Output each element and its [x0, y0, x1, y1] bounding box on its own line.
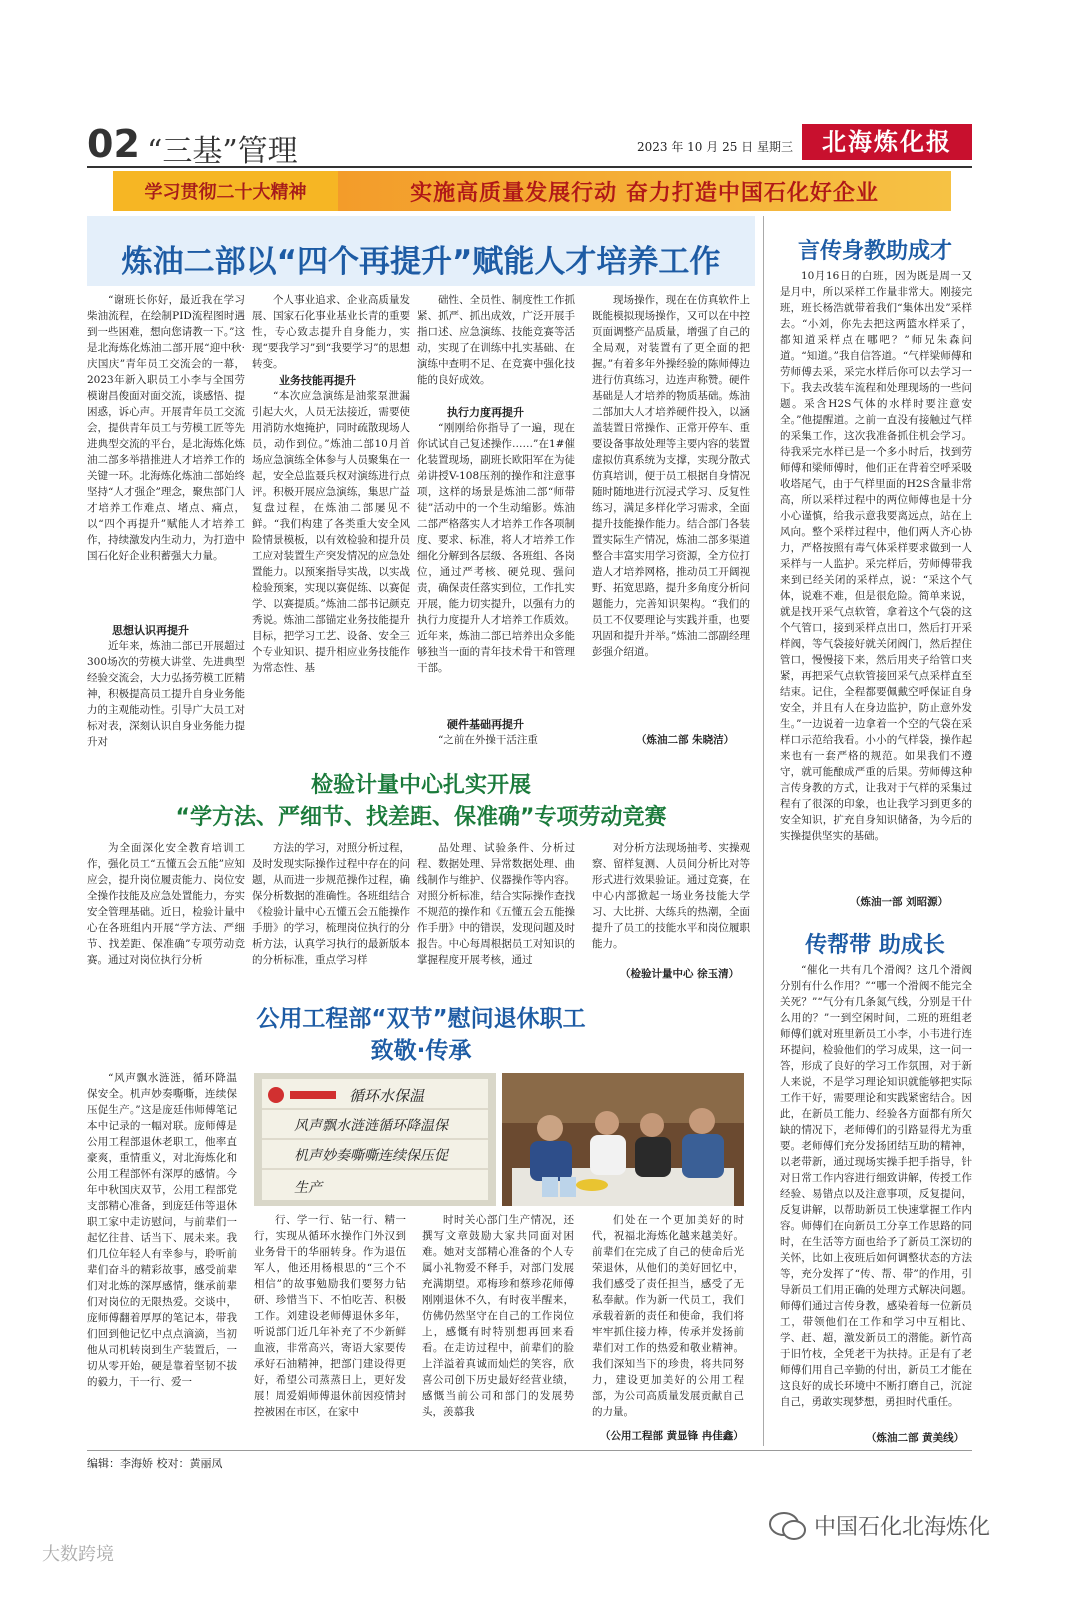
article3-title-line2: 致敬·传承: [370, 1038, 472, 1064]
sidebar2-title: 传帮带 助成长: [805, 933, 945, 958]
notebook-line-4: 生产: [294, 1180, 322, 1196]
lead-col4: [592, 292, 750, 730]
watermark-left: 大数跨境: [42, 1544, 114, 1565]
article2-title-line1: 检验计量中心扎实开展: [310, 773, 531, 798]
lead-col1b: [87, 638, 245, 748]
article3-col3: [422, 1212, 574, 1440]
lead-headline: 炼油二部以“四个再提升”赋能人才培养工作: [121, 244, 721, 280]
lead-subhead-1: 思想认识再提升: [112, 624, 189, 637]
lead-subhead-2: 业务技能再提升: [279, 374, 356, 387]
lead-col2b-text: “本次应急演练是油浆泵泄漏引起大火，人员无法接近，需要使用消防水炮掩护，同时疏散现场人员，动作到位。”炼油二部10月首场应急演练全体参与人员聚集在一起，安全总监聂兵权对演练进行点评。积极开展应急演练，集思广益复盘过程，在炼油二部屡见不鲜。“我们构建了各类重大安全风险情景模板，以有效检验和提升员工应对装置生产突发情况的应急处置能力。以预案指导实战，以实战检验预案，实现以赛促练、以赛促学、以赛提质。”炼油二部书记颜克秀说。炼油二部锚定业务技能提升目标，把学习工艺、设备、安全三个专业知识、提升相应业务技能作为常态性、基: [252, 390, 410, 674]
sidebar1-byline: （炼油一部 刘昭源）: [850, 896, 949, 908]
banner-right-slogan: 实施高质量发展行动 奋力打造中国石化好企业: [338, 171, 951, 211]
footer-rule: [87, 1450, 972, 1451]
article2-col2: [252, 840, 410, 984]
sidebar2-text: “催化一共有几个滑阀？这几个滑阀分别有什么作用？”“哪一个滑阀不能完全关死？”“气分有几条氮气线，分别是干什么用的？”一到空闲时间，二班的班组老师傅们就对班里新员工小李，小韦进行连环提问，检验他们的学习成果，这一问一答，形成了良好的学习工作氛围，对于新人来说，不是学习理论知识就能够把实际工作干好，需要理论和实践紧密结合。因此，在新员工能力、经验各方面都有所欠缺的情况下，老师傅们的引路显得尤为重要。老师傅们充分发扬团结互助的精神，以老带新，通过现场实操手把手指导，针对日常工作内容进行细致讲解，传授工作经验、易错点以及注意事项，反复提问，反复讲解，以帮助新员工快速掌握工作内容。师傅们在向新员工分享工作思路的同时，在生活等方面也给予了新员工深切的关怀，比如上夜班后如何调整状态的方法等，充分发挥了“传、帮、带”的作用，引导新员工们用正确的处理方式解决问题。师傅们通过言传身教，感染着每一位新员工，带领他们在工作和学习中互相比、学、赶、超，激发新员工的潜能。新竹高于旧竹枝，全凭老干为扶持。正是有了老师傅们用自己辛勤的付出，新员工才能在这良好的成长环境中不断打磨自己，沉淀自己，勇敢实现梦想，勇担时代重任。: [780, 964, 972, 1408]
lead-col3b: [417, 420, 575, 714]
lead-col1-text: “谢班长你好，最近我在学习柴油流程，在绘制PID流程图时遇到一些困难，想向您请教一下。”这是北海炼化炼油二部开展“迎中秋·庆国庆”青年员工交流会的一幕，2023年新入职员工小李与全国劳模谢昌俊面对面交流，谈感悟、提困惑，诉心声。开展青年员工交流会，提供青年员工与劳模工匠等先进典型交流的平台，是北海炼化炼油二部多举措推进人才培养工作的关键一环。北海炼化炼油二部始终坚持“人才强企”理念，聚焦部门人才培养工作难点、堵点、痛点，以“四个再提升”赋能人才培养工作，持续激发内生动力，为打造中国石化好企业积蓄强大力量。: [87, 294, 245, 562]
sidebar1-text: 10月16日的白班，因为既是周一又是月中，所以采样工作量非常大。刚接完班，班长杨浩就带着我们“集体出发”采样去。“小刘，你先去把这两篮水样采了，都知道采样点在哪吧？”师兄朱森问道。“知道。”我自信答道。“气样梁师傅和劳师傅去采，采完水样后你可以去学习一下。我去改装车流程和处理现场的一些问题。采含H2S气体的水样时要注意安全。”他提醒道。之前一直没有接触过气样的采集工作，这次我准备抓住机会学习。待我采完水样已是一个多小时后，找到劳师傅和梁师傅时，他们正在背着空呼采吸收塔尾气，由于气样里面的H2S含量非常高，所以采样过程中的两位师傅也是十分小心谨慎，给我示意我要离远点，站在上风向。整个采样过程中，他们两人齐心协力，严格按照有毒气体采样要求做到一人采样与一人监护。采完样后，劳师傅带我来到已经关闭的采样点，说：“采这个气体，说难不难，但是很危险。简单来说，就是找开采气点软管，拿着这个气袋的这个气管口，接到采样点出口，然后打开采样阀，等气袋接好就关闭阀门，然后捏住管口，慢慢接下来，然后用夹子给管口夹紧，再把采气点软管接回采气点采样直至结束。记住，全程都要佩戴空呼保证自身安全，并且有人在身边监护，防止意外发生。”一边说着一边拿着一个空的气袋在采样口示范给我看。小小的气样袋，操作起来也有一套严格的规范。如果我们不遵守，就可能酿成严重的后果。劳师傅这种言传身教的方式，让我对于气样的采集过程有了很深的印象，也让我学习到更多的安全知识，扩充自身知识储备，为今后的实操提供坚实的基础。: [780, 270, 972, 842]
article3-col2-text: 行、学一行、钻一行、精一行，实现从循环水操作门外汉到业务骨干的华丽转身。作为退伍军人，他还用杨根思的“三个不相信”的故事勉励我们要努力钻研、珍惜当下、不怕吃苦、积极工作。刘建设老师傅退休多年，听说部门近几年补充了不少新鲜血液，非常高兴，寄语大家要传承好石油精神，把部门建设得更好，希望公司蒸蒸日上，更好发展！周爱娟师傅退休前因疫情封控被困在市区，在家中: [254, 1214, 406, 1418]
article3-col4: [592, 1212, 744, 1424]
banner-left-slogan: 学习贯彻二十大精神: [113, 171, 338, 211]
article3-col1: [87, 1070, 237, 1440]
notebook-line-2: 风声飘水涟涟循环降温保: [294, 1118, 448, 1134]
article2-col3: [417, 840, 575, 984]
wechat-icon: [768, 1510, 808, 1542]
article2-col1-text: 为全面深化安全教育培训工作，强化员工“五懂五会五能”应知应会，提升岗位履责能力、岗位安全操作技能及应急处置能力，夯实安全管理基础。近日，检验计量中心在各班组内开展“学方法、严细节、找差距、保准确”专项劳动竞赛。通过对岗位执行分析: [87, 842, 245, 966]
notebook-line-1: 循环水保温: [349, 1087, 425, 1105]
editor-credits: 编辑：李海娇 校对：黄丽凤: [87, 1457, 223, 1470]
sidebar2-body: [780, 962, 972, 1428]
article2-byline: （检验计量中心 徐玉清）: [620, 968, 740, 980]
lead-col2b: [252, 388, 410, 748]
section-title: “三基”管理: [147, 134, 298, 169]
masthead: [87, 122, 972, 169]
lead-subhead-3: 执行力度再提升: [447, 406, 524, 419]
column-divider: [763, 216, 764, 1446]
sidebar2-byline: （炼油二部 黄美线）: [866, 1432, 965, 1444]
lead-col3b-text: “刚刚给你指导了一遍，现在你试试自己复述操作……”在1#催化装置现场，副班长欧阳军在为徒弟讲授V-108压剂的操作和注意事项，这样的场景是炼油二部“师带徒”活动中的一个生动缩影。炼油二部严格落实人才培养工作各项制度、要求、标准，将人才培养工作细化分解到各层级、各班组、各岗位，通过严考核、硬兑现、强问责，确保责任落实到位，工作扎实开展，能力切实提升，以强有力的执行力度提升人才培养工作质效。近年来，炼油二部已培养出众多能够独当一面的青年技术骨干和管理干部。: [417, 422, 575, 674]
article3-col1-text: “风声飘水涟涟，循环降温保安全。机声妙奏嘶嘶，连续保压促生产。”这是庞廷伟师傅笔记本中记录的一幅对联。庞师傅是公用工程部退休老职工，他率直豪爽，重情重义，对北海炼化和公用工程部怀有深厚的感情。今年中秋国庆双节，公用工程部党支部精心准备，到庞廷伟等退休职工家中走访慰问，与前辈们一起忆往昔、话当下、展未来。我们几位年轻人有幸参与，聆听前辈们奋斗的精彩故事，感受前辈们对北炼的深厚感情，继承前辈们对岗位的无限热爱。交谈中，庞师傅翻着厚厚的笔记本，带我们回到他记忆中点点滴滴，当初他从司机转岗到生产装置后，一切从零开始，硬是靠着坚韧不拔的毅力，干一行、爱一: [87, 1072, 237, 1388]
article3-col4-text: 们处在一个更加美好的时代，祝福北海炼化越来越美好。前辈们在完成了自己的使命后光荣退休，从他们的美好回忆中，我们感受了责任担当，感受了无私奉献。作为新一代员工，我们承载着新的责任和使命，我们将牢牢抓住接力棒，传承并发扬前辈们对工作的热爱和敬业精神。我们深知当下的珍贵，将共同努力，建设更加美好的公用工程部，为公司高质量发展贡献自己的力量。: [592, 1214, 744, 1418]
sidebar1-title: 言传身教助成才: [797, 239, 952, 264]
article2-col4-text: 对分析方法现场抽考、实操观察、留样复测、人员间分析比对等形式进行效果验证。通过竞赛，在中心内部掀起一场业务技能大学习、大比拼、大练兵的热潮，全面提升了员工的技能水平和岗位履职能力。: [592, 842, 750, 950]
notebook-line-3: 机声妙奏嘶嘶连续保压促: [294, 1148, 448, 1164]
article3-col2: [254, 1212, 406, 1440]
lead-col1: [87, 292, 245, 620]
lead-col2-text: 个人事业追求、企业高质量发展、国家石化事业基业长青的重要性，专心致志提升自身能力，实现“要我学习”到“我要学习”的思想转变。: [252, 294, 410, 370]
theme-banner: [113, 171, 951, 211]
issue-date: 2023 年 10 月 25 日 星期三: [637, 140, 793, 154]
lead-col3: [417, 292, 575, 402]
article3-col3-text: 时时关心部门生产情况，还撰写文章鼓励大家共同面对困难。她对支部精心准备的个人专属小礼物爱不释手，对部门发展充满期望。邓梅珍和蔡珍花师傅刚刚退休不久，有时夜半醒来，仿佛仍然坚守在自己的工作岗位上，感慨有时特别想再回来看看。在走访过程中，前辈们的脸上洋溢着真诚而灿烂的笑容，欣喜公司创下历史最好经营业绩，感慨当前公司和部门的发展势头，羡慕我: [422, 1214, 574, 1418]
article2-col1: [87, 840, 245, 984]
article2-title-line2: “学方法、严细节、找差距、保准确”专项劳动竞赛: [175, 805, 667, 830]
article2-col2-text: 方法的学习，对照分析过程，及时发现实际操作过程中存在的问题，从而进一步规范操作过程，确保分析数据的准确性。各班组结合《检验计量中心五懂五会五能操作手册》的学习，梳理岗位执行的分析方法，认真学习执行的最新版本的分析标准，重点学习样: [252, 842, 410, 966]
lead-col4-text: 现场操作，现在在仿真软件上既能模拟现场操作，又可以在中控页面调整产品质量，增强了自己的全局观，对装置有了更全面的把握。”有着多年外操经验的陈师傅边进行仿真练习，边连声称赞。硬件基础是人才培养的物质基础。炼油二部加大人才培养硬件投入，以涵盖装置日常操作、正常开停车、重要设备事故处理等主要内容的装置虚拟仿真系统为支撑，实现分散式仿真培训，便于员工根据自身情况随时随地进行沉浸式学习、反复性练习，满足多样化学习需求，全面提升技能操作能力。结合部门各装置实际生产情况，炼油二部多渠道整合丰富实用学习资源，全方位打造人才培养网格，推动员工开阔视野、拓宽思路，提升多角度分析问题能力，完善知识架构。“我们的员工不仅要理论与实践并重，也要巩固和提升并举。”炼油二部副经理彭强介绍道。: [592, 294, 750, 658]
lead-col3c-text: “之前在外操干活注重: [438, 734, 538, 746]
paper-logo: 北海炼化报: [802, 124, 972, 160]
visit-scene: [502, 1073, 744, 1206]
lead-col2: [252, 292, 410, 370]
lead-col3-text: 础性、全员性、制度性工作抓紧、抓严、抓出成效，广泛开展手指口述、应急演练、技能竞赛等活动，实现了在训练中扎实基础、在演练中查明不足、在竞赛中强化技能的良好成效。: [417, 294, 575, 386]
article2-col4: [592, 840, 750, 964]
article2-col3-text: 品处理、试验条件、分析过程、数据处理、异常数据处理、曲线制作与维护、仪器操作等内容。对照分析标准，结合实际操作查找不规范的操作和《五懂五会五能操作手册》中的错误，发现问题及时报告。中心每周根据员工对知识的掌握程度开展考核，通过: [417, 842, 575, 966]
article3-title-line1: 公用工程部“双节”慰问退休职工: [256, 1006, 586, 1032]
lead-subhead-4: 硬件基础再提升: [447, 718, 524, 731]
visit-photo: [502, 1073, 744, 1206]
article3-byline: （公用工程部 黄显锋 冉佳鑫）: [600, 1430, 744, 1442]
page-number: 02: [87, 122, 140, 166]
watermark-right: 中国石化北海炼化: [814, 1515, 991, 1540]
lead-byline: （炼油二部 朱晓洁）: [636, 734, 735, 746]
lead-col1b-text: 近年来，炼油二部已开展超过300场次的劳模大讲堂、先进典型经验交流会，大力弘扬劳模工匠精神，积极提高员工提升自身业务能力的主观能动性。引导广大员工对标对表，深刻认识自身业务能力提升对: [87, 640, 245, 748]
notebook-photo: [254, 1073, 496, 1206]
sidebar1-body: [780, 268, 972, 886]
lead-col3c: [417, 732, 575, 748]
